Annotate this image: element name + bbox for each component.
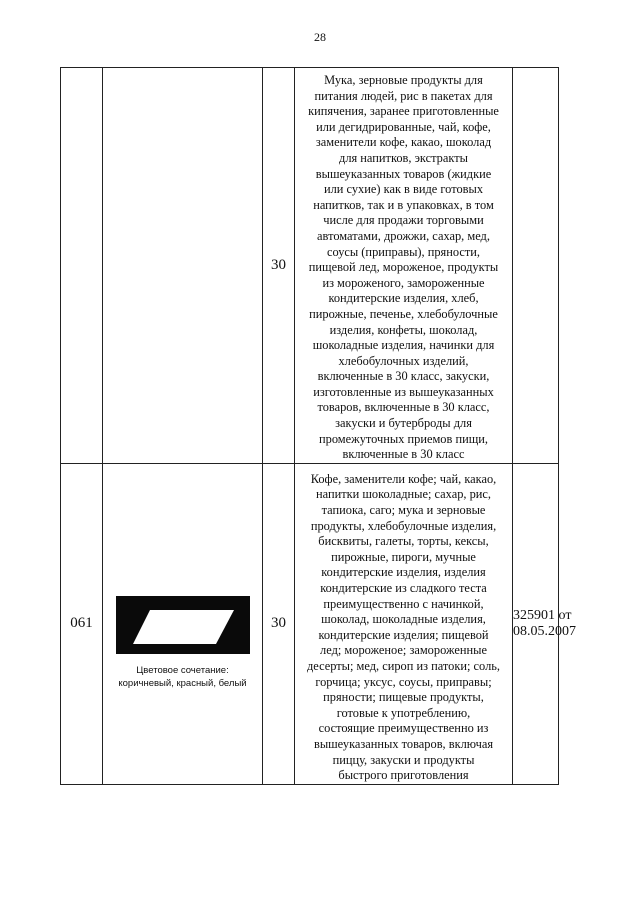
class-number: 30 — [263, 68, 295, 464]
goods-line: тапиока, саго; мука и зерновые — [321, 503, 486, 518]
trademark-logo — [116, 596, 250, 654]
goods-line: пряности; пищевые продукты, — [323, 690, 484, 705]
caption-line: коричневый, красный, белый — [118, 677, 247, 689]
goods-line: кондитерские изделия, изделия — [321, 565, 486, 580]
goods-line: хлебобулочных изделий, — [338, 353, 469, 368]
goods-list — [295, 463, 513, 784]
goods-line: изготовленные из вышеуказанных — [313, 384, 494, 399]
goods-line: пиццу, закуски и продукты — [332, 752, 475, 767]
goods-line: состоящие преимущественно из — [318, 721, 489, 736]
goods-list — [295, 68, 513, 464]
table-row — [61, 68, 559, 464]
goods-line: или дегидрированные, чай, кофе, — [316, 119, 491, 134]
class-number: 30 — [263, 463, 295, 784]
goods-line: товаров, включенные в 30 класс, — [317, 400, 490, 415]
goods-line: пищевой лед, мороженое, продукты — [308, 260, 499, 275]
goods-line: автоматами, дрожжи, сахар, мед, — [317, 228, 490, 243]
goods-line: напитки шоколадные; сахар, рис, — [315, 487, 492, 502]
row-number — [61, 68, 103, 464]
table-row — [61, 463, 559, 784]
goods-line: включенные в 30 класс, закуски, — [317, 369, 490, 384]
goods-line: заменители кофе, какао, шоколад — [315, 135, 492, 150]
mark-cell — [103, 463, 263, 784]
goods-line: продукты, хлебобулочные изделия, — [310, 518, 497, 533]
mark-cell — [103, 68, 263, 464]
trademark-table — [60, 67, 576, 785]
goods-line: Кофе, заменители кофе; чай, какао, — [310, 471, 497, 486]
goods-line: быстрого приготовления — [338, 768, 469, 783]
goods-line: включенные в 30 класс — [342, 447, 465, 462]
color-combination-caption — [103, 664, 262, 690]
goods-line: кипячения, заранее приготовленные — [308, 104, 499, 119]
goods-line: вышеуказанных товаров, включая — [313, 736, 494, 751]
goods-line: кондитерские изделия, хлеб, — [328, 291, 479, 306]
goods-line: напитков, так и в упаковках, в том — [313, 197, 494, 212]
registration-cell — [513, 463, 576, 784]
registration-date: 08.05.2007 — [513, 623, 576, 639]
goods-line: питания людей, рис в пакетах для — [314, 88, 493, 103]
goods-line: пирожные, печенье, хлебобулочные — [309, 306, 498, 321]
goods-line: закуски и бутерброды для — [335, 416, 472, 431]
goods-line: готовые к употреблению, — [336, 705, 471, 720]
goods-line: лед; мороженое; замороженные — [320, 643, 487, 658]
page-number: 28 — [314, 30, 326, 44]
goods-line: шоколадные изделия, начинки для — [312, 338, 495, 353]
registration-cell — [513, 68, 559, 464]
goods-line: числе для продажи торговыми — [323, 213, 484, 228]
goods-line: десерты; мед, сироп из патоки; соль, — [306, 658, 501, 673]
caption-line: Цветовое сочетание: — [136, 664, 229, 676]
goods-line: или сухие) как в виде готовых — [323, 182, 484, 197]
goods-line: соусы (приправы), пряности, — [326, 244, 481, 259]
goods-line: шоколад, шоколадные изделия, — [321, 612, 486, 627]
goods-line: кондитерские из сладкого теста — [320, 581, 487, 595]
row-number: 061 — [61, 463, 103, 784]
registration-number: 325901 от — [513, 607, 572, 623]
goods-line: пирожные, пироги, мучные — [331, 549, 476, 564]
goods-line: для напитков, экстракты — [339, 150, 468, 165]
goods-line: преимущественно с начинкой, — [323, 596, 484, 611]
goods-line: промежуточных приемов пищи, — [319, 431, 488, 446]
goods-line: изделия, конфеты, шоколад, — [329, 322, 478, 337]
goods-line: кондитерские изделия; пищевой — [318, 627, 489, 642]
goods-line: горчица; уксус, соусы, приправы; — [315, 674, 492, 689]
goods-line: из мороженого, замороженные — [322, 275, 485, 290]
goods-line: бисквиты, галеты, торты, кексы, — [318, 534, 489, 549]
goods-line: вышеуказанных товаров (жидкие — [315, 166, 492, 181]
goods-line: Мука, зерновые продукты для — [324, 73, 483, 87]
